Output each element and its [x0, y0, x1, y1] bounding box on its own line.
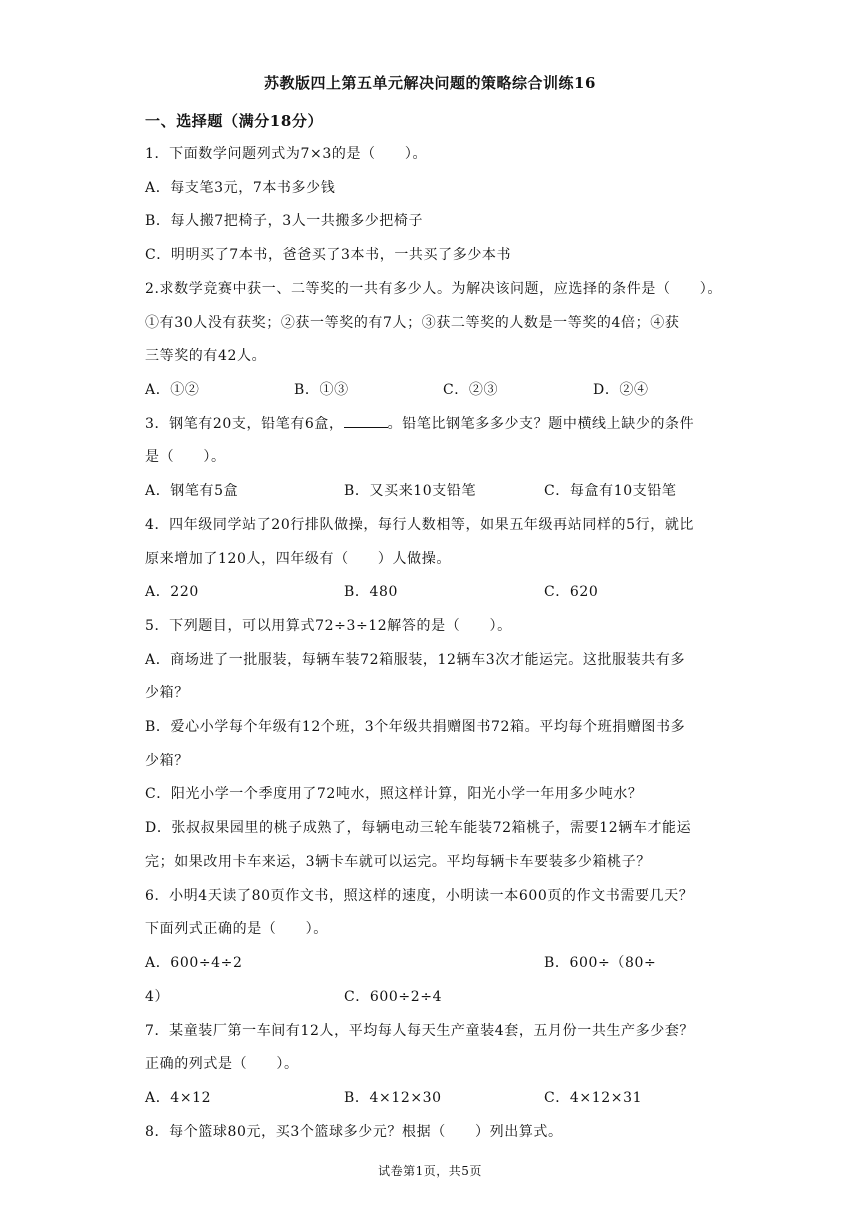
question-3-option-c: C．每盒有10支铅笔	[544, 483, 677, 499]
question-3-stem-part1: 3．钢笔有20支，铅笔有6盒，	[145, 416, 344, 432]
question-1-option-c: C．明明买了7本书，爸爸买了3本书，一共买了多少本书	[145, 247, 512, 263]
answer-blank	[344, 415, 388, 428]
question-5-option-d-line2: 完；如果改用卡车来运，3辆卡车就可以运完。平均每辆卡车要装多少箱桃子？	[145, 854, 651, 870]
question-7-stem-line1: 7．某童装厂第一车间有12人，平均每人每天生产童装4套，五月份一共生产多少套？	[145, 1023, 695, 1039]
question-1-option-b: B．每人搬7把椅子，3人一共搬多少把椅子	[145, 213, 424, 229]
question-3-option-b: B．又买来10支铅笔	[344, 483, 477, 499]
question-3-stem-line1	[145, 413, 694, 433]
page-title: 苏教版四上第五单元解决问题的策略综合训练16	[264, 74, 596, 92]
question-6-option-b-line1: B．600÷（80÷	[544, 955, 657, 971]
question-7-option-a: A．4×12	[145, 1090, 212, 1106]
question-4-stem-line2: 原来增加了120人，四年级有（ ）人做操。	[145, 551, 451, 567]
question-5-option-c: C．阳光小学一个季度用了72吨水，照这样计算，阳光小学一年用多少吨水？	[145, 786, 643, 802]
question-1-stem: 1．下面数学问题列式为7×3的是（ ）。	[145, 146, 428, 162]
question-5-option-b-line2: 少箱？	[145, 753, 189, 769]
question-2-option-b: B．①③	[294, 382, 349, 398]
question-6-stem-line2: 下面列式正确的是（ ）。	[145, 921, 328, 937]
question-3-stem-line2: 是（ ）。	[145, 449, 226, 465]
question-4-option-c: C．620	[544, 584, 599, 600]
question-6-option-b-line2: 4）	[145, 989, 170, 1005]
question-5-option-d-line1: D．张叔叔果园里的桃子成熟了，每辆电动三轮车能装72箱桃子，需要12辆车才能运	[145, 820, 692, 836]
question-5-option-a-line1: A．商场进了一批服装，每辆车装72箱服装，12辆车3次才能运完。这批服装共有多	[145, 652, 686, 668]
question-4-option-a: A．220	[145, 584, 199, 600]
section-heading: 一、选择题（满分18分）	[145, 112, 324, 130]
question-7-option-c: C．4×12×31	[544, 1090, 643, 1106]
question-2-stem-line2: ①有30人没有获奖；②获一等奖的有7人；③获二等奖的人数是一等奖的4倍；④获	[145, 315, 680, 331]
question-6-stem-line1: 6．小明4天读了80页作文书，照这样的速度，小明读一本600页的作文书需要几天？	[145, 888, 694, 904]
question-5-stem: 5．下列题目，可以用算式72÷3÷12解答的是（ ）。	[145, 618, 512, 634]
question-4-option-b: B．480	[344, 584, 399, 600]
question-7-stem-line2: 正确的列式是（ ）。	[145, 1056, 299, 1072]
page-footer: 试卷第1页，共5页	[378, 1164, 482, 1178]
question-2-option-c: C．②③	[443, 382, 499, 398]
question-3-stem-part2: 。铅笔比钢笔多多少支？题中横线上缺少的条件	[387, 416, 695, 432]
question-6-option-c: C．600÷2÷4	[344, 989, 443, 1005]
question-6-option-a: A．600÷4÷2	[145, 955, 243, 971]
question-3-option-a: A．钢笔有5盒	[145, 483, 239, 499]
question-4-stem-line1: 4．四年级同学站了20行排队做操，每行人数相等，如果五年级再站同样的5行，就比	[145, 517, 695, 533]
question-2-option-d: D．②④	[593, 382, 649, 398]
question-5-option-a-line2: 少箱？	[145, 685, 189, 701]
question-2-stem-line1: 2.求数学竞赛中获一、二等奖的一共有多少人。为解决该问题，应选择的条件是（ ）。	[145, 281, 722, 297]
question-2-option-a: A．①②	[145, 382, 200, 398]
question-1-option-a: A．每支笔3元，7本书多少钱	[145, 180, 336, 196]
question-7-option-b: B．4×12×30	[344, 1090, 442, 1106]
question-8-stem: 8．每个篮球80元，买3个篮球多少元？根据（ ）列出算式。	[145, 1124, 563, 1140]
question-5-option-b-line1: B．爱心小学每个年级有12个班，3个年级共捐赠图书72箱。平均每个班捐赠图书多	[145, 719, 686, 735]
question-2-stem-line3: 三等奖的有42人。	[145, 348, 267, 364]
